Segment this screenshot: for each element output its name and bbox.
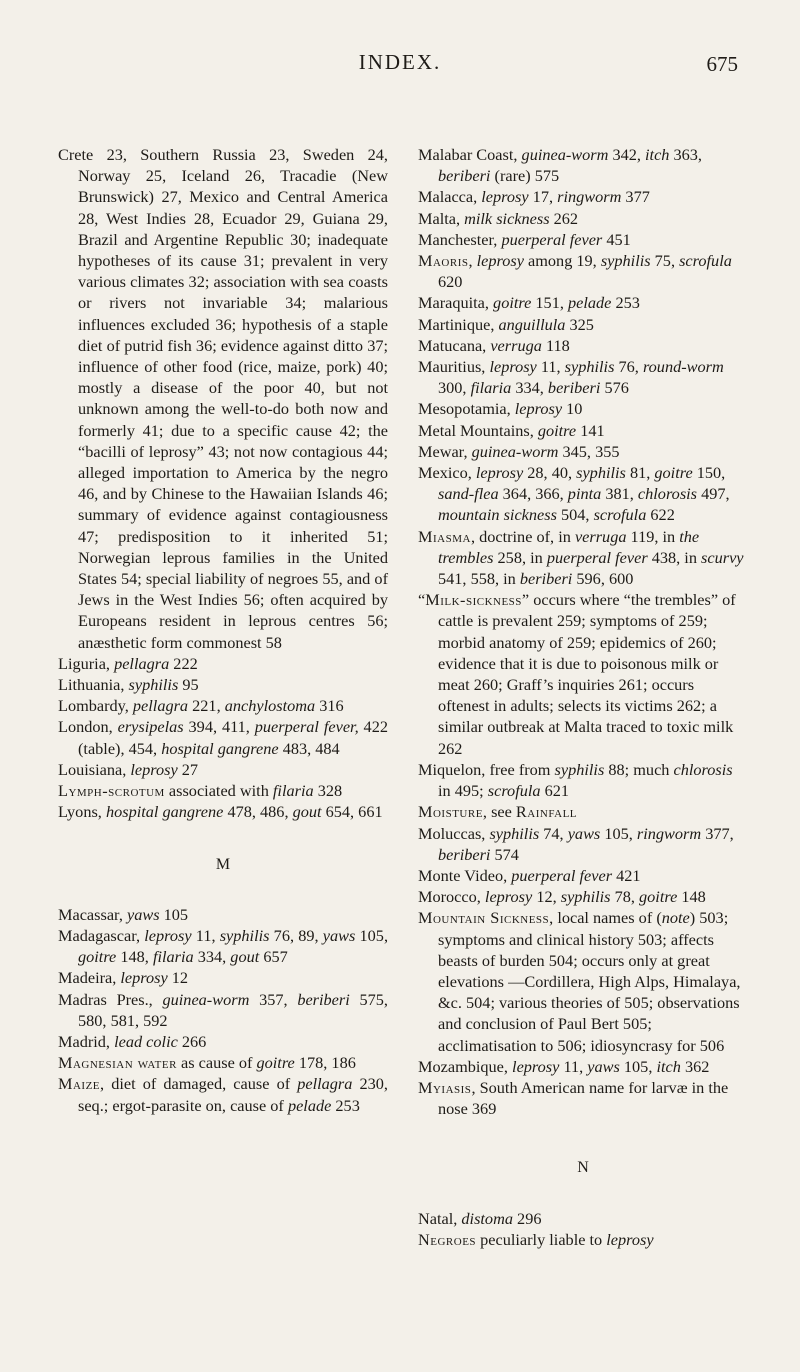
right-column [418,144,748,1250]
index-entry-moisture: Moisture, see Rainfall [418,802,578,822]
index-entry-myiasis: Myiasis, South American name for larvæ in the nose 369 [418,1077,729,1119]
index-entry-macassar: Macassar, yaws 105 [58,904,189,924]
index-entry-mozambique: Mozambique, leprosy 11, yaws 105, itch 362 [418,1056,710,1076]
index-entry-moluccas: Moluccas, syphilis 74, yaws 105, ringworm 377, beriberi 574 [418,823,734,864]
index-entry-london: London, erysipelas 394, 411, puerperal fever, 422 (table), 454, hospital gangrene 483, 484 [58,717,388,758]
index-entry-mauritius: Mauritius, leprosy 11, syphilis 76, round-worm 300, filaria 334, beriberi 576 [418,357,724,398]
left-column [58,144,388,1116]
index-entry-mountain-sickness: Mountain Sickness, local names of (note) 503; symptoms and clinical history 503; affects beasts of burden 504; occurs only at great elevations —Cordillera, High Alps, Himalaya, &c. 504; various theories of 505; observations and conclusion of Paul Bert 505; acclimatisation to 506; idiosyncrasy for 506 [418,908,741,1055]
index-entry-metal-mountains: Metal Mountains, goitre 141 [418,420,605,440]
index-entry-morocco: Morocco, leprosy 12, syphilis 78, goitre 148 [418,887,706,907]
index-entry-matucana: Matucana, verruga 118 [418,335,570,355]
index-entry-louisiana: Louisiana, leprosy 27 [58,759,199,779]
index-entry-madrid: Madrid, lead colic 266 [58,1031,207,1051]
index-entry-lombardy: Lombardy, pellagra 221, anchylostoma 316 [58,696,344,716]
index-entry-negroes: Negroes peculiarly liable to leprosy [418,1229,654,1249]
index-entry-maoris: Maoris, leprosy among 19, syphilis 75, scrofula 620 [418,251,732,292]
index-entry-mewar: Mewar, guinea-worm 345, 355 [418,441,620,461]
section-heading-m: M [215,855,231,873]
index-entry-miasma: Miasma, doctrine of, in verruga 119, in the trembles 258, in puerperal fever 438, in scurvy 541, 558, in beriberi 596, 600 [418,526,744,589]
page-number: 675 [706,52,738,76]
index-entry-madras: Madras Pres., guinea-worm 357, beriberi 575, 580, 581, 592 [58,989,388,1030]
index-entry-maraquita: Maraquita, goitre 151, pelade 253 [418,293,640,313]
index-entry-malabar-coast: Malabar Coast, guinea-worm 342, itch 363, beriberi (rare) 575 [418,145,702,186]
running-header-title: INDEX. [358,50,442,74]
index-entry-lithuania: Lithuania, syphilis 95 [58,675,199,695]
index-entry-leprosy-continued: Crete 23, Southern Russia 23, Sweden 24, Norway 25, Iceland 26, Tracadie (New Brunswick) 27, Mexico and Central America 28, West Indies 28, Ecuador 29, Guiana 29, Brazil and Argentine Republic 30; inadequate hypotheses of its cause 31; prevalent in very various climates 32; association with sea coasts or rivers not invariable 34; malarious influences excluded 36; hypothesis of a staple diet of putrid fish 36; evidence against ditto 37; influence of other food (rice, maize, pork) 40; mostly a disease of the poor 40, but not unknown among the well-to-do both now and formerly 41; due to a specific cause 42; the “bacilli of leprosy” 43; not now contagious 44; alleged importation to America by the negro 46, and by Chinese to the Hawaiian Islands 46; summary of evidence against contagiousness 47; predisposition to it inherited 51; Norwegian leprous families in the United States 54; special liability of negroes 55, and of Jews in the West Indies 56; often acquired by Europeans resident in leprous centres 56; anæsthetic form commonest 58 [58,145,388,652]
index-entry-natal: Natal, distoma 296 [418,1208,542,1228]
section-heading-n: N [577,1159,589,1177]
index-entry-magnesian-water: Magnesian water as cause of goitre 178, 186 [58,1053,356,1073]
index-entry-lymph-scrotum: Lymph-scrotum associated with filaria 328 [58,781,343,801]
index-entry-madeira: Madeira, leprosy 12 [58,968,189,988]
index-entry-monte-video: Monte Video, puerperal fever 421 [418,865,641,885]
index-entry-malta: Malta, milk sickness 262 [418,208,579,228]
index-entry-malacca: Malacca, leprosy 17, ringworm 377 [418,187,650,207]
index-entry-manchester: Manchester, puerperal fever 451 [418,229,631,249]
index-entry-martinique: Martinique, anguillula 325 [418,314,594,334]
index-entry-miquelon: Miquelon, free from syphilis 88; much chlorosis in 495; scrofula 621 [418,759,733,801]
index-entry-liguria: Liguria, pellagra 222 [58,653,198,673]
index-entry-maize: Maize, diet of damaged, cause of pellagra 230, seq.; ergot-parasite on, cause of pelade 253 [58,1074,388,1115]
index-entry-lyons: Lyons, hospital gangrene 478, 486, gout 654, 661 [58,802,383,822]
index-entry-madagascar: Madagascar, leprosy 11, syphilis 76, 89, yaws 105, goitre 148, filaria 334, gout 657 [58,925,389,967]
index-entry-milk-sickness: “Milk-sickness” occurs where “the trembles” of cattle is prevalent 259; symptoms of 259; morbid anatomy of 259; epidemics of 260; evidence that it is due to poisonous milk or meat 260; Graff’s inquiries 261; occurs oftenest in adults; selects its victims 262; a similar outbreak at Malta traced to toxic milk 262 [418,590,736,758]
index-entry-mesopotamia: Mesopotamia, leprosy 10 [418,399,583,419]
index-entry-mexico: Mexico, leprosy 28, 40, syphilis 81, goitre 150, sand-flea 364, 366, pinta 381, chlorosis 497, mountain sickness 504, scrofula 622 [418,463,730,525]
